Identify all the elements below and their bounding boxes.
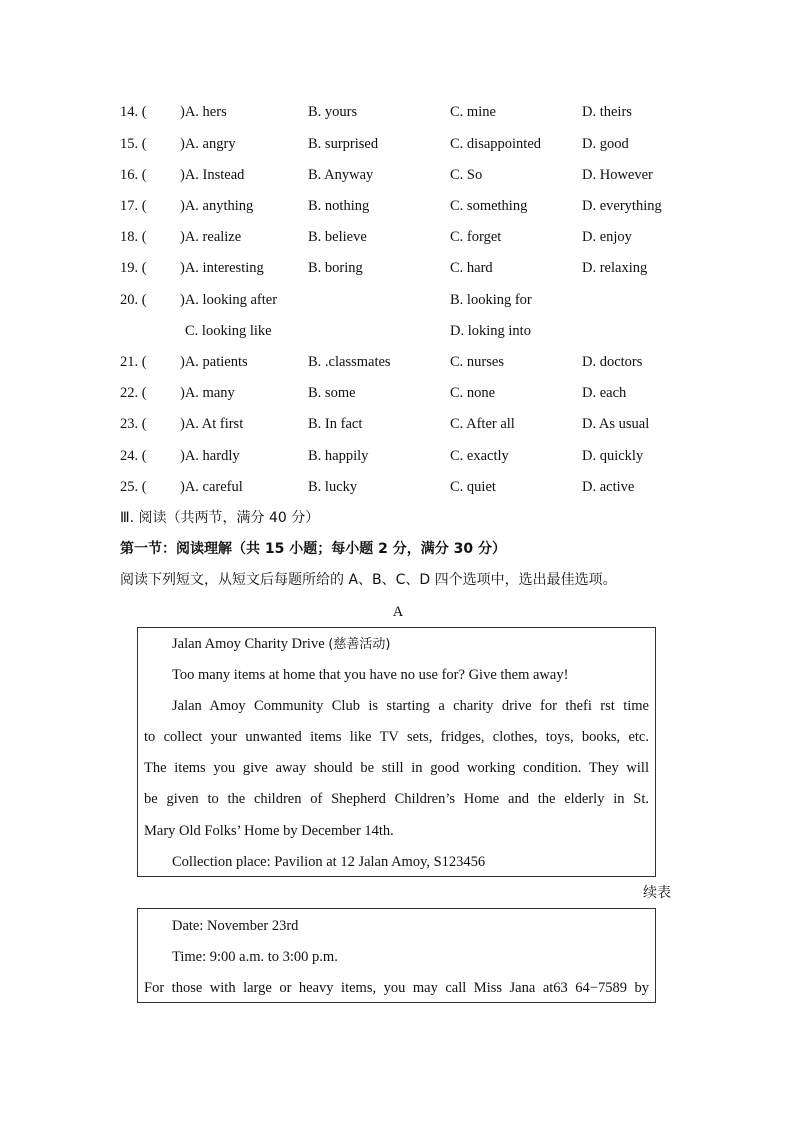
option-c: C. forget [450,229,502,245]
question-row-15 [0,133,794,155]
event-date: Date: November 23rd [172,918,299,934]
option-d: D. relaxing [582,260,648,276]
notice-line: be given to the children of Shepherd Children’s Home and the elderly in St. [144,791,649,807]
option-b: B. some [308,385,356,401]
notice-line: Jalan Amoy Community Club is starting a charity drive for thefi rst time [172,698,649,714]
option-b: B. .classmates [308,354,391,370]
option-c: C. hard [450,260,493,276]
option-c: C. disappointed [450,136,542,152]
instructions: 阅读下列短文，从短文后每题所给的 A、B、C、D 四个选项中，选出最佳选项。 [120,572,617,588]
question-number: 25. ( [120,479,147,495]
option-d: D. doctors [582,354,643,370]
question-row-14 [0,101,794,123]
notice-title-text: Jalan Amoy Charity Drive [172,636,329,652]
notice-line: Too many items at home that you have no use for? Give them away! [172,667,569,683]
notice-line: Mary Old Folks’ Home by December 14th. [144,823,394,839]
option-c: C. something [450,198,528,214]
option-c: C. exactly [450,448,509,464]
option-a: )A. patients [180,354,248,370]
option-a: )A. hers [180,104,227,120]
option-a: )A. At first [180,416,244,432]
option-d: D. enjoy [582,229,632,245]
option-d: D. everything [582,198,662,214]
option-a: )A. many [180,385,235,401]
question-row-20-continued [0,320,794,342]
question-number: 14. ( [120,104,147,120]
question-row-23 [0,413,794,435]
option-b: B. yours [308,104,358,120]
question-row-16 [0,164,794,186]
question-number: 24. ( [120,448,147,464]
option-a: )A. looking after [180,292,278,308]
option-c: C. nurses [450,354,504,370]
question-number: 16. ( [120,167,147,183]
notice-line: For those with large or heavy items, you may call Miss Jana at63 64−7589 by [144,980,649,996]
option-d: D. active [582,479,635,495]
question-row-24 [0,445,794,467]
question-row-18 [0,226,794,248]
option-c: C. mine [450,104,496,120]
question-number: 21. ( [120,354,147,370]
option-c: C. looking like [185,323,272,339]
question-number: 17. ( [120,198,147,214]
notice-line: to collect your unwanted items like TV sets, fridges, clothes, toys, books, etc. [144,729,649,745]
option-c: C. So [450,167,483,183]
question-number: 20. ( [120,292,147,308]
part-title: 第一节：阅读理解（共 15 小题；每小题 2 分，满分 30 分） [120,541,506,557]
question-row-22 [0,382,794,404]
option-b: B. believe [308,229,367,245]
option-a: )A. hardly [180,448,240,464]
event-time: Time: 9:00 a.m. to 3:00 p.m. [172,949,338,965]
notice-title-chinese: (慈善活动) [328,637,391,652]
option-b: B. surprised [308,136,379,152]
option-b: B. lucky [308,479,358,495]
option-b: B. looking for [450,292,532,308]
question-number: 22. ( [120,385,147,401]
question-number: 19. ( [120,260,147,276]
question-number: 23. ( [120,416,147,432]
option-a: )A. angry [180,136,236,152]
option-c: C. quiet [450,479,496,495]
option-a: )A. interesting [180,260,264,276]
question-row-21 [0,351,794,373]
option-b: B. nothing [308,198,370,214]
option-d: D. However [582,167,653,183]
option-d: D. As usual [582,416,650,432]
option-a: )A. realize [180,229,242,245]
option-b: B. Anyway [308,167,374,183]
option-d: D. loking into [450,323,531,339]
option-d: D. theirs [582,104,632,120]
notice-box-continued [137,908,656,1003]
option-a: )A. Instead [180,167,245,183]
notice-line: The items you give away should be still in good working condition. They will [144,760,649,776]
option-c: C. none [450,385,496,401]
option-b: B. happily [308,448,369,464]
question-row-25 [0,476,794,498]
option-a: )A. anything [180,198,254,214]
option-c: C. After all [450,416,515,432]
question-row-20 [0,289,794,311]
notice-box [137,627,656,877]
continued-label: 续表 [643,885,671,901]
option-a: )A. careful [180,479,243,495]
collection-place: Collection place: Pavilion at 12 Jalan Amoy, S123456 [172,854,486,870]
notice-title [172,633,649,655]
option-d: D. each [582,385,627,401]
passage-label: A [392,604,404,620]
option-b: B. In fact [308,416,363,432]
option-d: D. quickly [582,448,644,464]
question-number: 18. ( [120,229,147,245]
section-title: Ⅲ. 阅读（共两节，满分 40 分） [120,510,320,526]
option-d: D. good [582,136,629,152]
question-row-19 [0,257,794,279]
question-number: 15. ( [120,136,147,152]
question-row-17 [0,195,794,217]
option-b: B. boring [308,260,363,276]
